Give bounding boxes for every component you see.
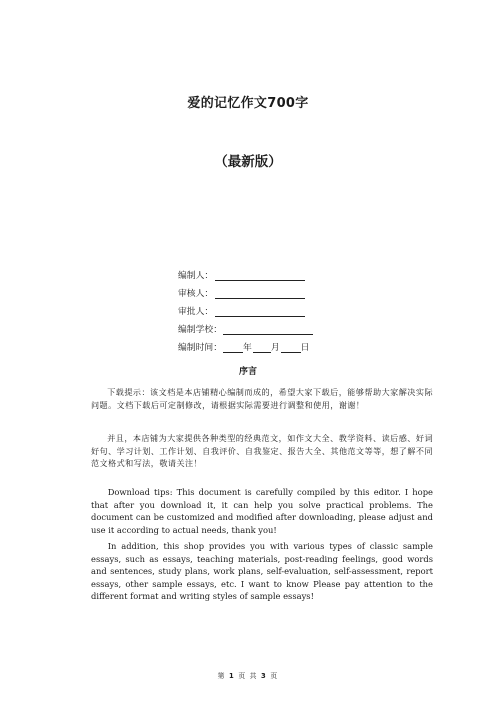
day-blank-line (281, 342, 301, 353)
document-subtitle: （最新版） (214, 154, 282, 170)
footer-middle: 页 共 (238, 672, 258, 680)
month-label: 月 (270, 343, 280, 353)
footer-suffix: 页 (270, 672, 279, 680)
page-footer (0, 670, 496, 680)
reviewer-row (178, 281, 313, 299)
preface-paragraph-en-1 (91, 486, 433, 536)
time-row (178, 335, 313, 353)
preface-paragraph-cn-2 (91, 432, 433, 470)
editor-blank-line (215, 270, 305, 281)
total-page-number: 3 (261, 672, 267, 680)
day-label: 日 (300, 343, 310, 353)
paragraph-text: 并且，本店铺为大家提供各种类型的经典范文，如作文大全、教学资料、读后感、好词好句、学习计划、工作计划、自我评价、自我鉴定、报告大全、其他范文等等，想了解不同范文格式和写法，敬请关注！ (91, 433, 433, 469)
reviewer-label: 审核人： (178, 289, 214, 299)
approver-row (178, 299, 313, 317)
month-blank-line (253, 342, 271, 353)
reviewer-blank-line (215, 288, 305, 299)
approver-label: 审批人： (178, 307, 214, 317)
preface-paragraph-cn-1 (91, 386, 433, 411)
current-page-number: 1 (229, 672, 235, 680)
document-title: 爱的记忆作文700字 (187, 96, 309, 111)
school-label: 编制学校： (178, 325, 222, 335)
editor-label: 编制人： (178, 271, 214, 281)
preface-paragraph-en-2 (91, 540, 433, 603)
approver-blank-line (215, 306, 305, 317)
paragraph-text: 下载提示：该文档是本店铺精心编制而成的，希望大家下载后，能够帮助大家解决实际问题。文档下载后可定制修改，请根据实际需要进行调整和使用，谢谢！ (91, 387, 433, 410)
footer-prefix: 第 (217, 672, 226, 680)
time-label: 编制时间： (178, 343, 222, 353)
school-blank-line (223, 324, 313, 335)
year-label: 年 (243, 343, 252, 353)
school-row (178, 317, 313, 335)
editor-row (178, 263, 313, 281)
year-blank-line (223, 342, 243, 353)
paragraph-text: Download tips: This document is carefully compiled by this editor. I hope that after you download it, it can help you solve practical problems. The document can be customized and modified after downloading, please adjust and use it according to actual needs, thank you! (91, 487, 433, 535)
paragraph-text: In addition, this shop provides you with various types of classic sample essays, such as essays, teaching materials, post-reading feelings, good words and sentences, study plans, work plans, self-evaluation, self-assessment, report essays, other sample essays, etc. I want to know Please pay attention to the different format and writing styles of sample essays! (91, 541, 433, 601)
metadata-block (178, 263, 313, 353)
preface-heading: 序言 (238, 367, 257, 377)
